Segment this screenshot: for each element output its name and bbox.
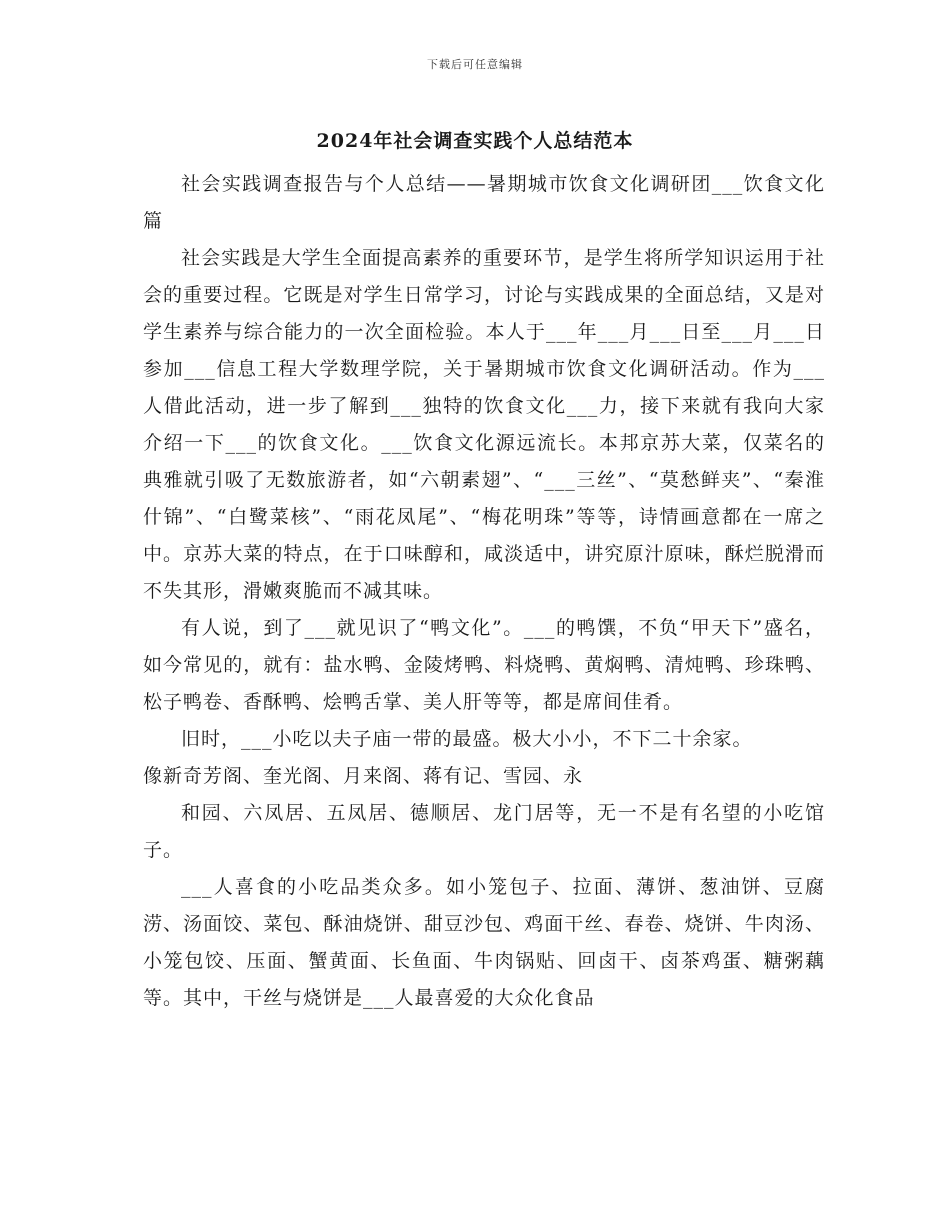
paragraph-snack-shops: 像新奇芳阁、奎光阁、月来阁、蒋有记、雪园、永	[143, 765, 584, 787]
paragraph-snack-varieties: ___人喜食的小吃品类众多。如小笼包子、拉面、薄饼、葱油饼、豆腐涝、汤面饺、菜包、酥油烧饼、甜豆沙包、鸡面干丝、春卷、烧饼、牛肉汤、小笼包饺、压面、蟹黄面、长鱼面、牛肉锅贴、回卤干、卤茶鸡蛋、糖粥藕等。其中，干丝与烧饼是___人最喜爱的大众化食品	[143, 876, 825, 1009]
paragraph-intro: 社会实践是大学生全面提高素养的重要环节，是学生将所学知识运用于社会的重要过程。它既是对学生日常学习，讨论与实践成果的全面总结，又是对学生素养与综合能力的一次全面检验。本人于___年___月___日至___月___日参加___信息工程大学数理学院，关于暑期城市饮食文化调研活动。作为___人借此活动，进一步了解到___独特的饮食文化___力，接下来就有我向大家介绍一下___的饮食文化。___饮食文化源远流长。本邦京苏大菜，仅菜名的典雅就引吸了无数旅游者，如“六朝素翅”、“___三丝”、“莫愁鲜夹”、“秦淮什锦”、“白鹭菜核”、“雨花凤尾”、“梅花明珠”等等，诗情画意都在一席之中。京苏大菜的特点，在于口味醇和，咸淡适中，讲究原汁原味，酥烂脱滑而不失其形，滑嫩爽脆而不减其味。	[143, 247, 825, 602]
paragraph-snack-shops-continued: 和园、六凤居、五凤居、德顺居、龙门居等，无一不是有名望的小吃馆子。	[143, 802, 825, 861]
page-header-note: 下载后可任意编辑	[427, 58, 523, 71]
document-body	[143, 166, 825, 1017]
paragraph-snack-history: 旧时，___小吃以夫子庙一带的最盛。极大小小，不下二十余家。	[181, 728, 753, 750]
paragraph-duck-culture: 有人说，到了___就见识了“鸭文化”。___的鸭馔，不负“甲天下”盛名，如今常见的，就有：盐水鸭、金陵烤鸭、料烧鸭、黄焖鸭、清炖鸭、珍珠鸭、松子鸭卷、香酥鸭、烩鸭舌掌、美人肝等等，都是席间佳肴。	[143, 617, 825, 713]
document-title: 2024年社会调查实践个人总结范本	[316, 130, 634, 152]
paragraph-subtitle: 社会实践调查报告与个人总结——暑期城市饮食文化调研团___饮食文化篇	[143, 173, 825, 232]
